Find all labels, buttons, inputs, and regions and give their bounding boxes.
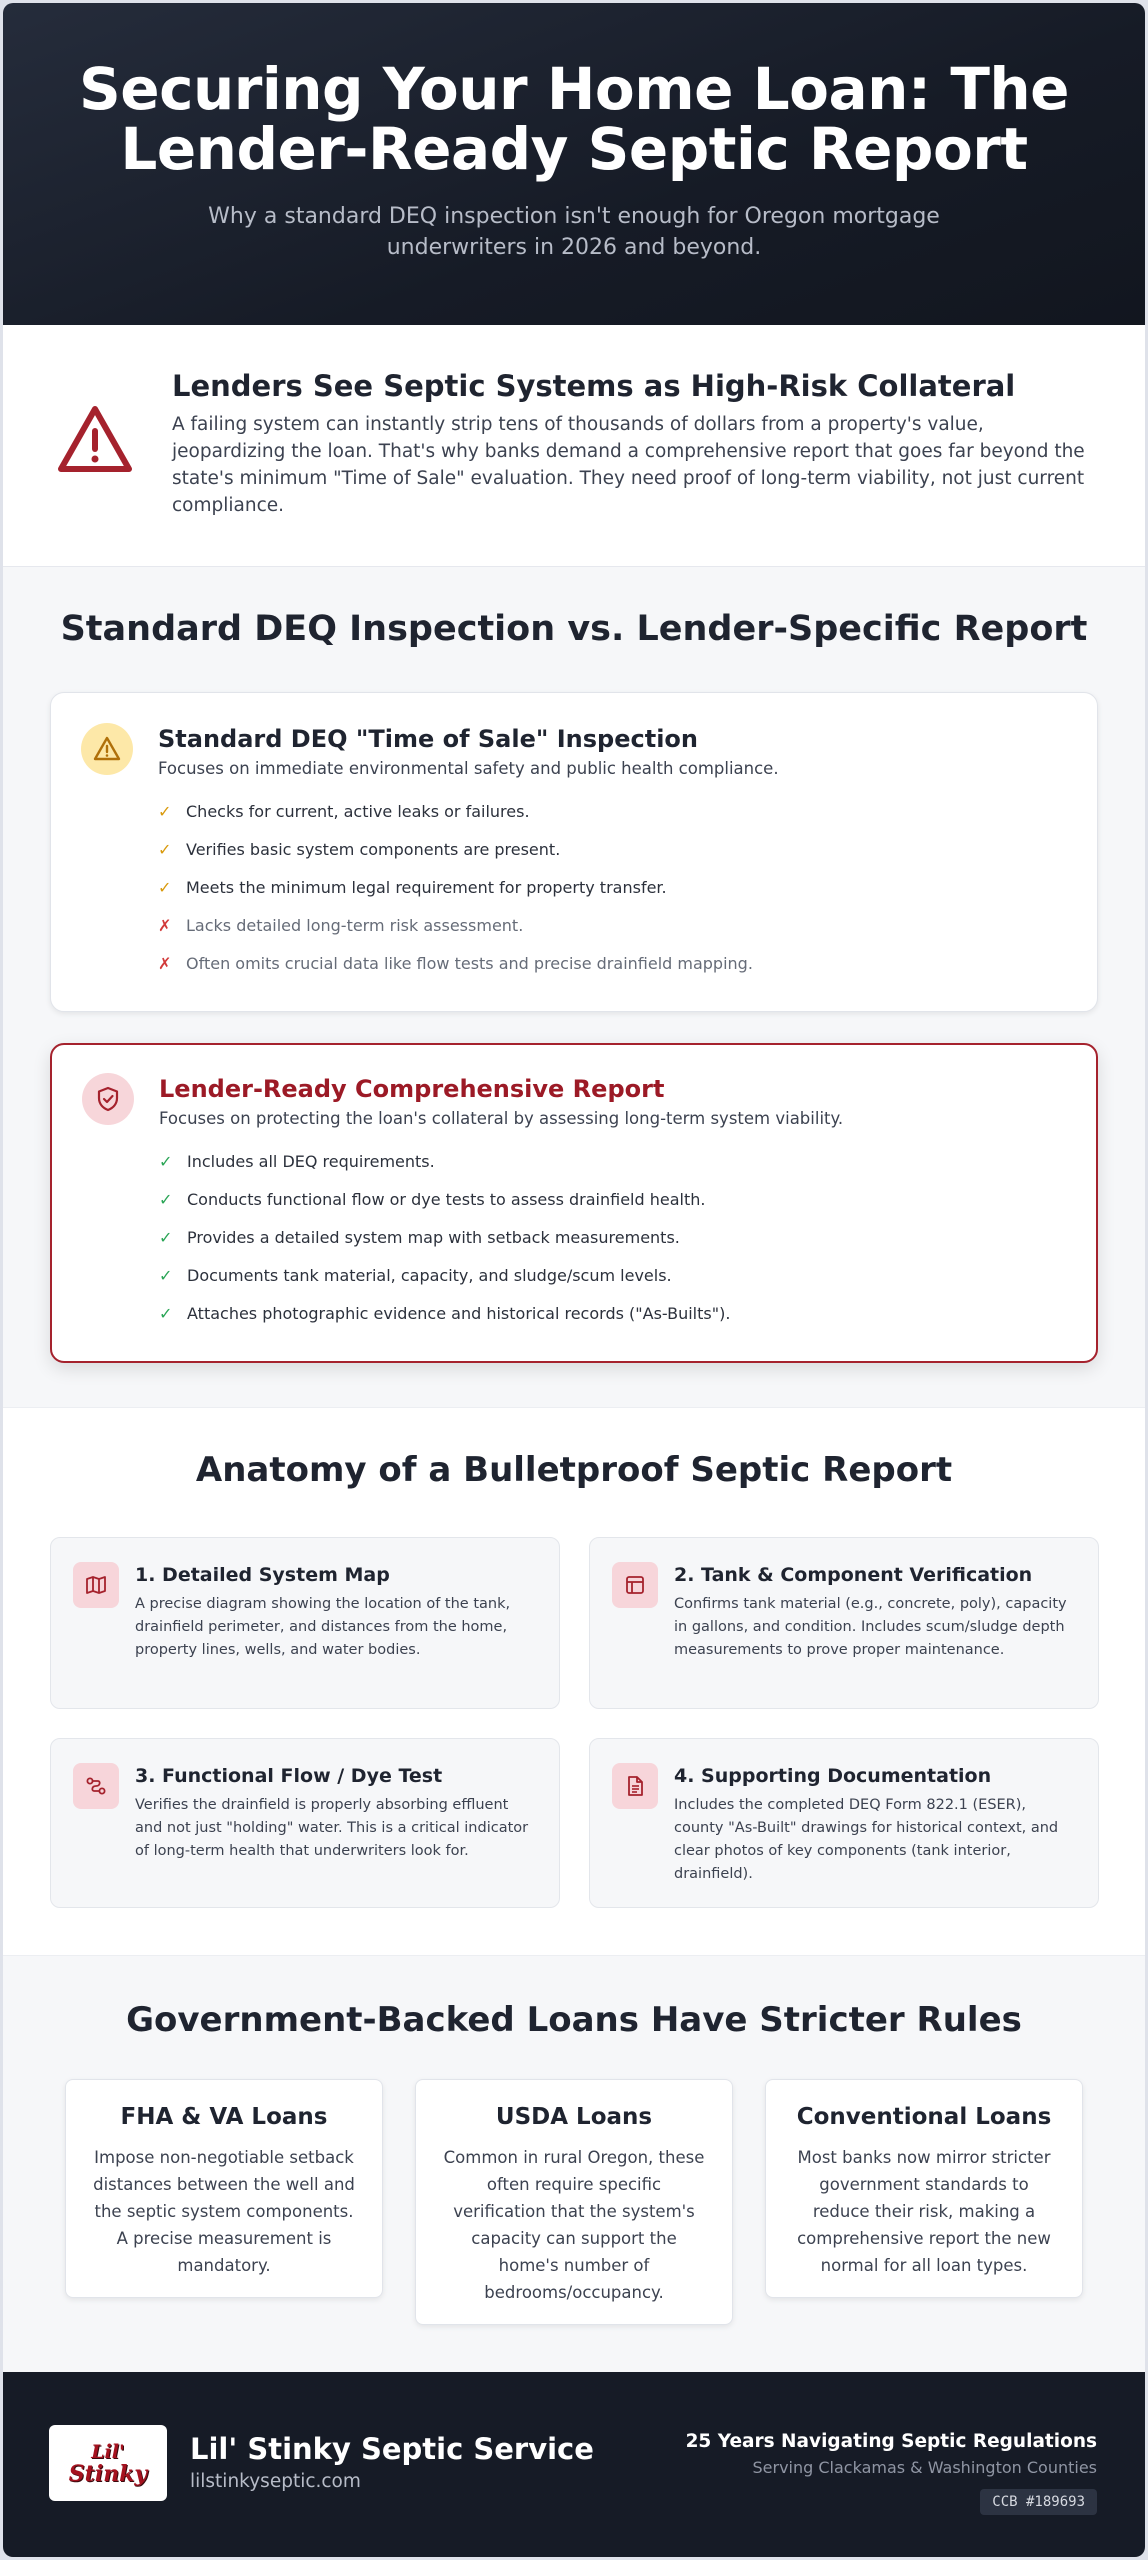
anatomy-card-title: 1. Detailed System Map [135, 1564, 390, 1586]
standard-feature-list [158, 801, 753, 991]
anatomy-card-tank-verification [589, 1537, 1099, 1709]
anatomy-card-desc: A precise diagram showing the location of the tank, drainfield perimeter, and distances from the home, property lines, wells, and water bodies. [135, 1596, 511, 1658]
check-icon: ✓ [158, 802, 172, 821]
alert-title: Lenders See Septic Systems as High-Risk Collateral [172, 369, 1016, 403]
ccb-license-badge: CCB #189693 [980, 2489, 1097, 2515]
page-title: Securing Your Home Loan: The Lender-Ready Septic Report [78, 55, 1070, 183]
lender-card-title: Lender-Ready Comprehensive Report [159, 1075, 665, 1103]
anatomy-title: Anatomy of a Bulletproof Septic Report [195, 1450, 953, 1490]
map-icon [73, 1562, 119, 1608]
loan-rules-section [3, 1956, 1145, 2374]
check-icon: ✓ [159, 1152, 173, 1171]
list-item: ✓ Includes all DEQ requirements. [159, 1151, 730, 1189]
anatomy-card-system-map [50, 1537, 560, 1709]
comparison-title: Standard DEQ Inspection vs. Lender-Specific Report [60, 609, 1088, 649]
flow-route-icon [73, 1763, 119, 1809]
lender-feature-list [159, 1151, 730, 1341]
shield-check-icon [82, 1073, 134, 1125]
loan-card-desc: Impose non-negotiable setback distances between the well and the septic system components. A precise measurement is mandatory. [93, 2148, 355, 2275]
lender-report-card [50, 1043, 1098, 1363]
anatomy-card-desc: Includes the completed DEQ Form 822.1 (ESER), county "As-Built" drawings for historical context, and clear photos of key components (tank interior, drainfield). [674, 1797, 1059, 1882]
loan-card-desc: Common in rural Oregon, these often require specific verification that the system's capacity can support the home's number of bedrooms/occupancy. [443, 2148, 705, 2302]
check-icon: ✓ [159, 1304, 173, 1323]
cross-icon: ✗ [158, 954, 172, 973]
list-item: ✗ Lacks detailed long-term risk assessment. [158, 915, 753, 953]
standard-card-title: Standard DEQ "Time of Sale" Inspection [158, 725, 698, 753]
service-area: Serving Clackamas & Washington Counties [752, 2458, 1097, 2477]
lender-card-subtitle: Focuses on protecting the loan's collateral by assessing long-term system viability. [159, 1109, 844, 1128]
list-item: ✓ Checks for current, active leaks or failures. [158, 801, 753, 839]
loan-card-title: Conventional Loans [796, 2104, 1052, 2130]
list-item: ✓ Verifies basic system components are present. [158, 839, 753, 877]
loans-title: Government-Backed Loans Have Stricter Rules [126, 2000, 1022, 2040]
anatomy-card-title: 2. Tank & Component Verification [674, 1564, 1033, 1586]
hero-banner [3, 3, 1145, 325]
check-icon: ✓ [158, 840, 172, 859]
company-name: Lil' Stinky Septic Service [190, 2432, 594, 2466]
alert-body: A failing system can instantly strip tens of thousands of dollars from a property's value, jeopardizing the loan. That's why banks demand a comprehensive report that goes far beyond the state's minimum "Time of Sale" evaluation. They need proof of long-term viability, not just current compliance. [172, 414, 1085, 516]
anatomy-card-documentation [589, 1738, 1099, 1908]
list-item: ✓ Conducts functional flow or dye tests to assess drainfield health. [159, 1189, 730, 1227]
company-url: lilstinkyseptic.com [190, 2471, 361, 2492]
page-subtitle: Why a standard DEQ inspection isn't enough for Oregon mortgage underwriters in 2026 and beyond. [208, 204, 940, 260]
check-icon: ✓ [159, 1190, 173, 1209]
loan-card-usda [415, 2079, 733, 2325]
check-icon: ✓ [159, 1228, 173, 1247]
loan-card-fha-va [65, 2079, 383, 2298]
report-anatomy-section [3, 1408, 1145, 1956]
standard-card-subtitle: Focuses on immediate environmental safety and public health compliance. [158, 759, 779, 778]
loan-card-title: FHA & VA Loans [120, 2104, 328, 2130]
list-item: ✓ Documents tank material, capacity, and sludge/scum levels. [159, 1265, 730, 1303]
check-icon: ✓ [158, 878, 172, 897]
anatomy-card-desc: Confirms tank material (e.g., concrete, poly), capacity in gallons, and condition. Includes scum/sludge depth measurements to prove proper maintenance. [674, 1596, 1067, 1658]
loan-card-desc: Most banks now mirror stricter government standards to reduce their risk, making a comprehensive report the new normal for all loan types. [797, 2148, 1051, 2275]
anatomy-card-title: 3. Functional Flow / Dye Test [135, 1765, 443, 1787]
loan-card-title: USDA Loans [495, 2104, 653, 2130]
company-logo: Lil' Stinky [49, 2425, 167, 2501]
risk-alert-section [3, 325, 1145, 567]
cross-icon: ✗ [158, 916, 172, 935]
document-icon [612, 1763, 658, 1809]
warning-icon [81, 723, 133, 775]
list-item: ✓ Meets the minimum legal requirement for property transfer. [158, 877, 753, 915]
list-item: ✓ Attaches photographic evidence and historical records ("As-Builts"). [159, 1303, 730, 1341]
company-tagline: 25 Years Navigating Septic Regulations [685, 2431, 1097, 2452]
standard-inspection-card [50, 692, 1098, 1012]
comparison-section [3, 567, 1145, 1408]
anatomy-card-title: 4. Supporting Documentation [674, 1765, 992, 1787]
list-item: ✓ Provides a detailed system map with setback measurements. [159, 1227, 730, 1265]
layout-icon [612, 1562, 658, 1608]
warning-triangle-icon [55, 403, 135, 475]
anatomy-card-desc: Verifies the drainfield is properly absorbing effluent and not just "holding" water. This is a critical indicator of long-term health that underwriters look for. [135, 1797, 529, 1859]
list-item: ✗ Often omits crucial data like flow tests and precise drainfield mapping. [158, 953, 753, 991]
company-footer [3, 2372, 1145, 2557]
check-icon: ✓ [159, 1266, 173, 1285]
loan-card-conventional [765, 2079, 1083, 2298]
infographic-page [3, 3, 1145, 2557]
anatomy-card-flow-test [50, 1738, 560, 1908]
